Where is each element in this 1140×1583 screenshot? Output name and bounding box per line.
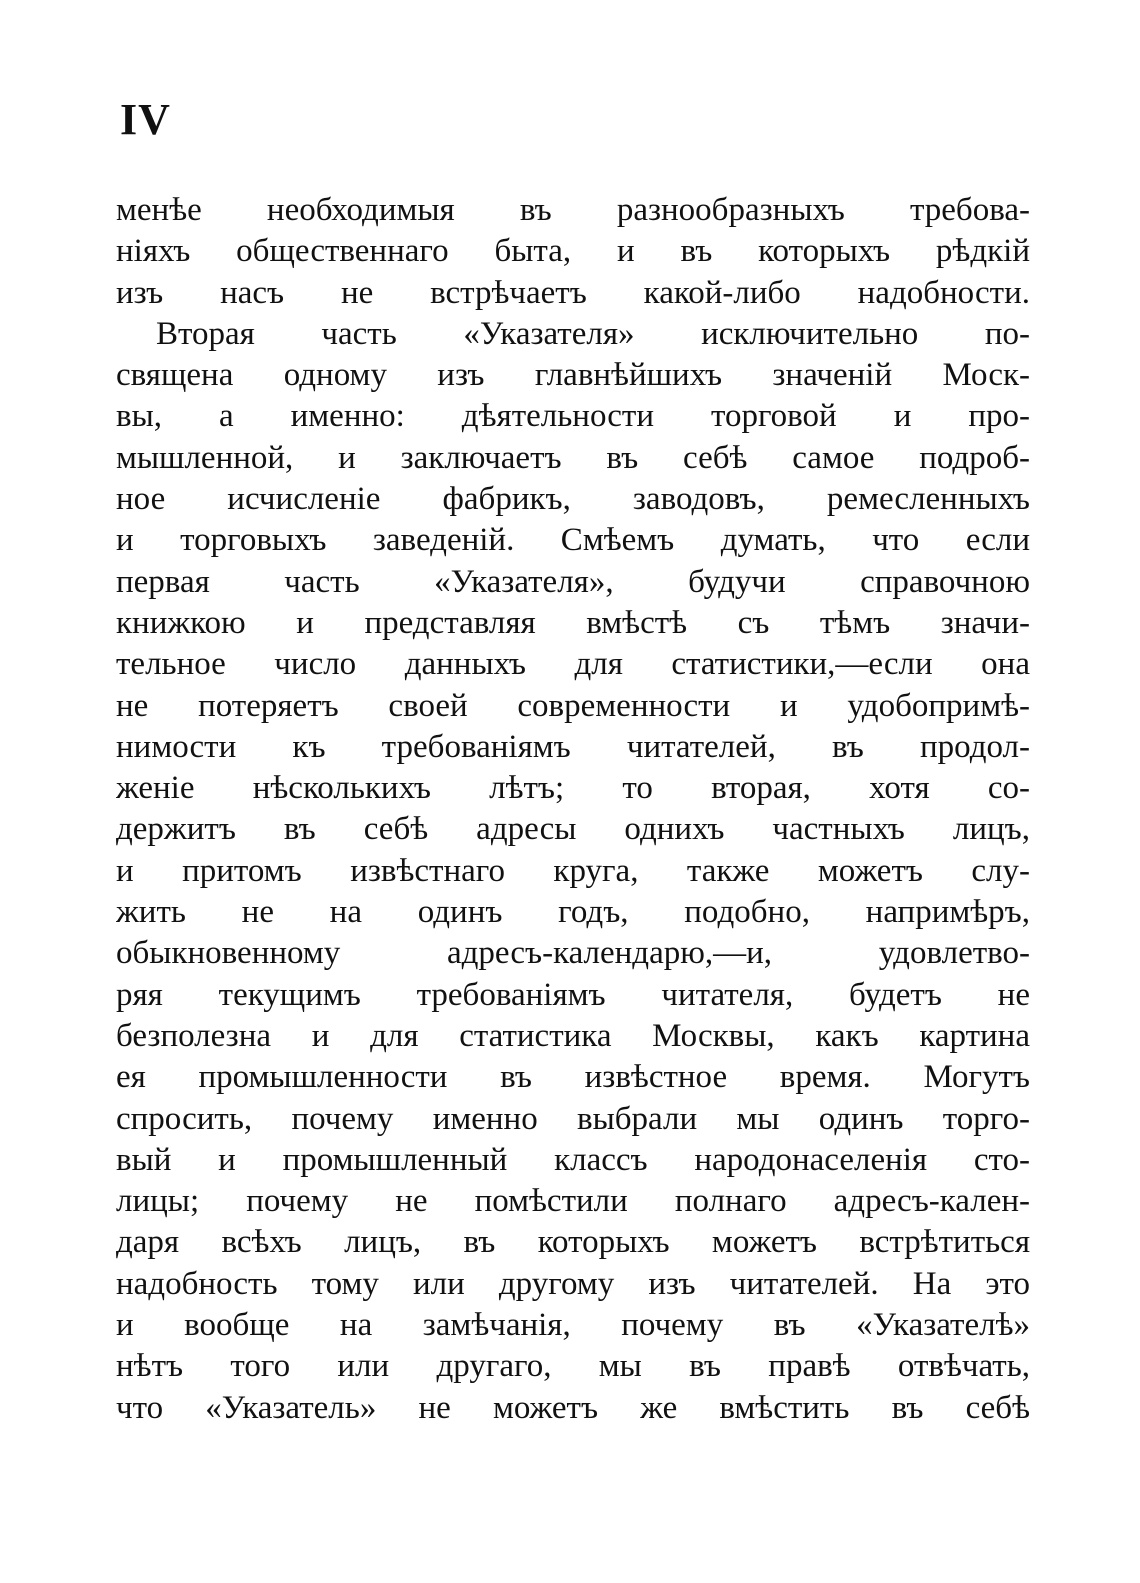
text-line: ряя текущимъ требованіямъ читателя, будетъ не xyxy=(116,976,1030,1013)
text-line: изъ насъ не встрѣчаетъ какой-либо надобности. xyxy=(116,274,1030,311)
text-line: что «Указатель» не можетъ же вмѣстить въ себѣ xyxy=(116,1389,1030,1426)
text-line: ея промышленности въ извѣстное время. Могутъ xyxy=(116,1059,1030,1096)
text-line: спросить, почему именно выбрали мы одинъ торго- xyxy=(116,1100,1030,1137)
text-line: нѣтъ того или другаго, мы въ правѣ отвѣчать, xyxy=(116,1348,1030,1385)
text-line: женіе нѣсколькихъ лѣтъ; то вторая, хотя со- xyxy=(116,770,1030,807)
page-number: IV xyxy=(120,95,171,144)
text-line: и торговыхъ заведеній. Смѣемъ думать, что если xyxy=(116,522,1030,559)
text-line: Вторая часть «Указателя» исключительно по- xyxy=(156,315,1030,352)
text-line: менѣе необходимыя въ разнообразныхъ требова- xyxy=(116,192,1030,228)
text-line: тельное число данныхъ для статистики,—если она xyxy=(116,646,1030,683)
text-line: священа одному изъ главнѣйшихъ значеній Моск- xyxy=(116,357,1030,394)
text-line: безполезна и для статистика Москвы, какъ картина xyxy=(116,1017,1030,1054)
text-line: нимости къ требованіямъ читателей, въ продол- xyxy=(116,728,1030,765)
text-line: вы, а именно: дѣятельности торговой и про- xyxy=(116,398,1030,435)
text-line: и притомъ извѣстнаго круга, также можетъ слу- xyxy=(116,852,1030,889)
text-line: не потеряетъ своей современности и удобопримѣ- xyxy=(116,687,1030,724)
text-line: ніяхъ общественнаго быта, и въ которыхъ рѣдкій xyxy=(116,233,1030,270)
text-line: обыкновенному адресъ-календарю,—и, удовлетво- xyxy=(116,935,1030,972)
text-line: даря всѣхъ лицъ, въ которыхъ можетъ встрѣтиться xyxy=(116,1224,1030,1261)
text-line: и вообще на замѣчанія, почему въ «Указателѣ» xyxy=(116,1307,1030,1344)
text-line: жить не на одинъ годъ, подобно, напримѣръ, xyxy=(116,894,1030,931)
text-line: лицы; почему не помѣстили полнаго адресъ-кален- xyxy=(116,1183,1030,1220)
text-line: надобность тому или другому изъ читателей. На это xyxy=(116,1265,1030,1302)
text-line: вый и промышленный классъ народонаселенія сто- xyxy=(116,1141,1030,1178)
text-line: ное исчисленіе фабрикъ, заводовъ, ремесленныхъ xyxy=(116,481,1030,518)
text-line: первая часть «Указателя», будучи справочною xyxy=(116,563,1030,600)
text-line: книжкою и представляя вмѣстѣ съ тѣмъ значи- xyxy=(116,604,1030,641)
text-line: держитъ въ себѣ адресы однихъ частныхъ лицъ, xyxy=(116,811,1030,848)
text-line: мышленной, и заключаетъ въ себѣ самое подроб- xyxy=(116,439,1030,476)
body-text xyxy=(116,190,1030,1429)
